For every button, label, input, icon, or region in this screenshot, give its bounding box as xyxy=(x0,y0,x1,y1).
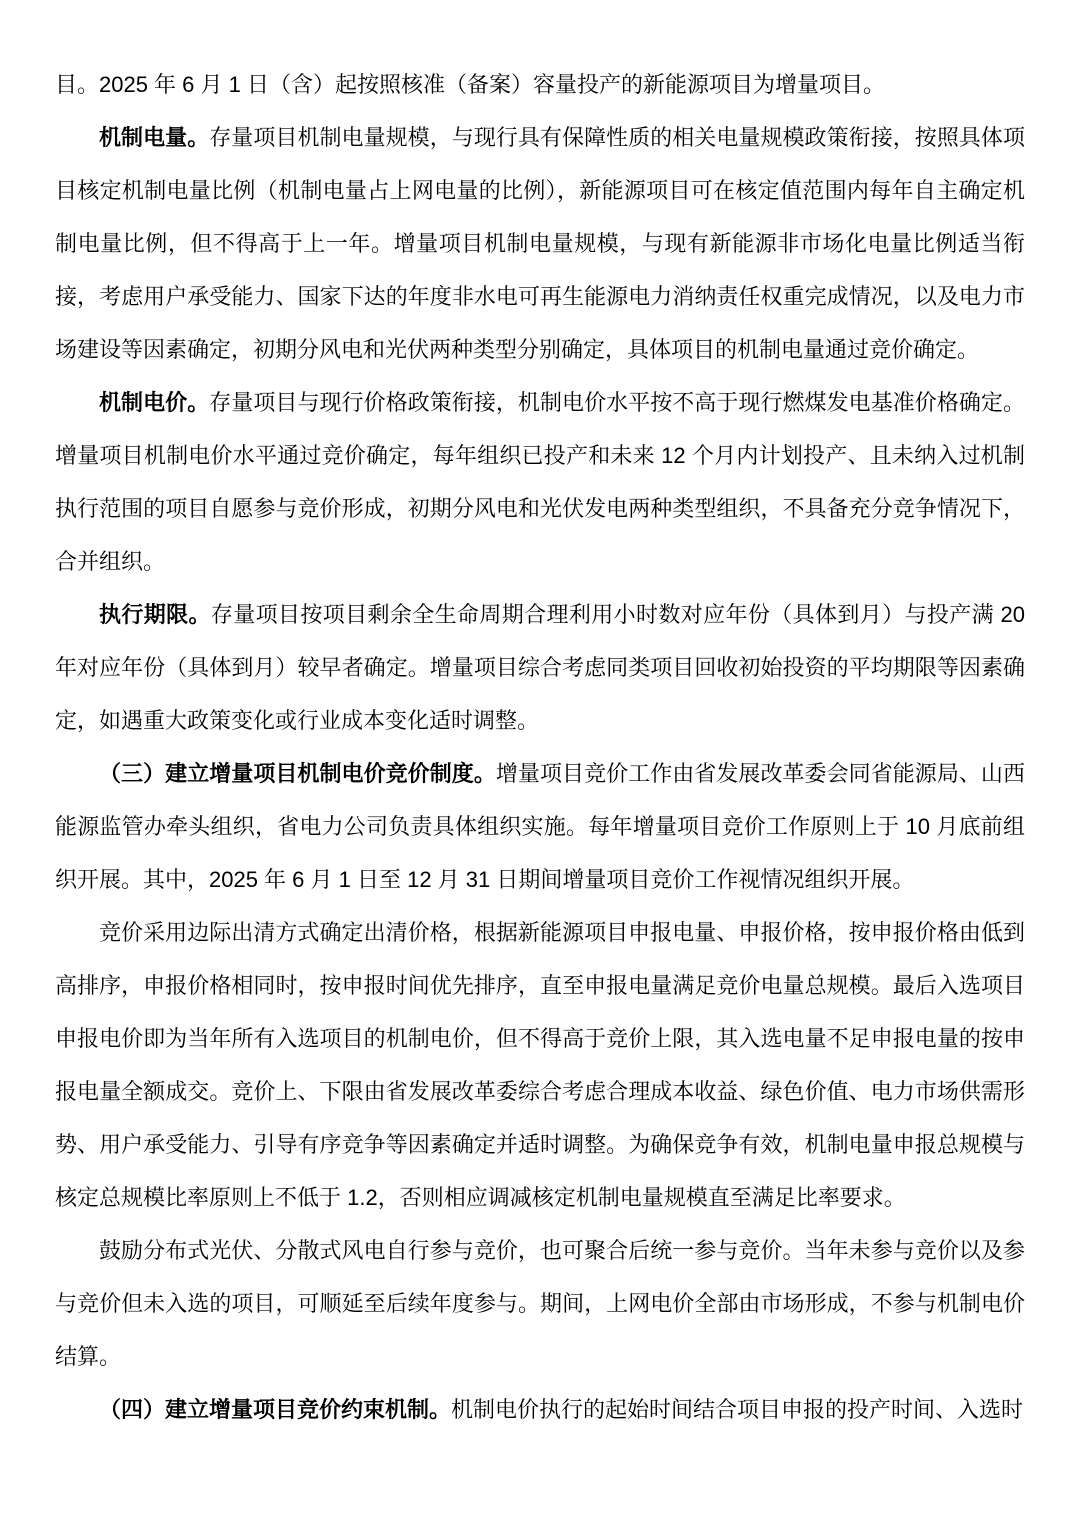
paragraph xyxy=(55,376,1025,588)
paragraph-body: 鼓励分布式光伏、分散式风电自行参与竞价，也可聚合后统一参与竞价。当年未参与竞价以及参与竞价但未入选的项目，可顺延至后续年度参与。期间，上网电价全部由市场形成，不参与机制电价结算。 xyxy=(55,1238,1025,1369)
paragraph-lead: 机制电价。 xyxy=(99,390,210,415)
paragraph-body: 目。2025 年 6 月 1 日（含）起按照核准（备案）容量投产的新能源项目为增量项目。 xyxy=(55,72,885,97)
paragraph-body: 存量项目机制电量规模，与现行具有保障性质的相关电量规模政策衔接，按照具体项目核定机制电量比例（机制电量占上网电量的比例），新能源项目可在核定值范围内每年自主确定机制电量比例，但不得高于上一年。增量项目机制电量规模，与现有新能源非市场化电量比例适当衔接，考虑用户承受能力、国家下达的年度非水电可再生能源电力消纳责任权重完成情况，以及电力市场建设等因素确定，初期分风电和光伏两种类型分别确定，具体项目的机制电量通过竞价确定。 xyxy=(55,125,1025,362)
paragraph xyxy=(55,747,1025,906)
paragraph-body: 存量项目与现行价格政策衔接，机制电价水平按不高于现行燃煤发电基准价格确定。增量项目机制电价水平通过竞价确定，每年组织已投产和未来 12 个月内计划投产、且未纳入过机制执行范围的项目自愿参与竞价形成，初期分风电和光伏发电两种类型组织，不具备充分竞争情况下，合并组织。 xyxy=(55,390,1025,574)
paragraph-lead: 执行期限。 xyxy=(99,602,211,627)
paragraph-lead: 机制电量。 xyxy=(99,125,210,150)
paragraph-body: 竞价采用边际出清方式确定出清价格，根据新能源项目申报电量、申报价格，按申报价格由低到高排序，申报价格相同时，按申报时间优先排序，直至申报电量满足竞价电量总规模。最后入选项目申报电价即为当年所有入选项目的机制电价，但不得高于竞价上限，其入选电量不足申报电量的按申报电量全额成交。竞价上、下限由省发展改革委综合考虑合理成本收益、绿色价值、电力市场供需形势、用户承受能力、引导有序竞争等因素确定并适时调整。为确保竞争有效，机制电量申报总规模与核定总规模比率原则上不低于 1.2，否则相应调减核定机制电量规模直至满足比率要求。 xyxy=(55,920,1025,1210)
paragraph-body: 机制电价执行的起始时间结合项目申报的投产时间、入选时 xyxy=(451,1397,1024,1422)
paragraph-body: 存量项目按项目剩余全生命周期合理利用小时数对应年份（具体到月）与投产满 20 年对应年份（具体到月）较早者确定。增量项目综合考虑同类项目回收初始投资的平均期限等因素确定，如遇重大政策变化或行业成本变化适时调整。 xyxy=(55,602,1025,733)
paragraph xyxy=(55,588,1025,747)
paragraph-lead: （三）建立增量项目机制电价竞价制度。 xyxy=(99,761,496,786)
paragraph-lead: （四）建立增量项目竞价约束机制。 xyxy=(99,1397,452,1422)
paragraph xyxy=(55,1383,1025,1436)
paragraph-body: 增量项目竞价工作由省发展改革委会同省能源局、山西能源监管办牵头组织，省电力公司负责具体组织实施。每年增量项目竞价工作原则上于 10 月底前组织开展。其中，2025 年 6 月 1 日至 12 月 31 日期间增量项目竞价工作视情况组织开展。 xyxy=(55,761,1025,892)
paragraph xyxy=(55,58,1025,111)
paragraph xyxy=(55,906,1025,1224)
paragraph xyxy=(55,111,1025,376)
paragraph xyxy=(55,1224,1025,1383)
